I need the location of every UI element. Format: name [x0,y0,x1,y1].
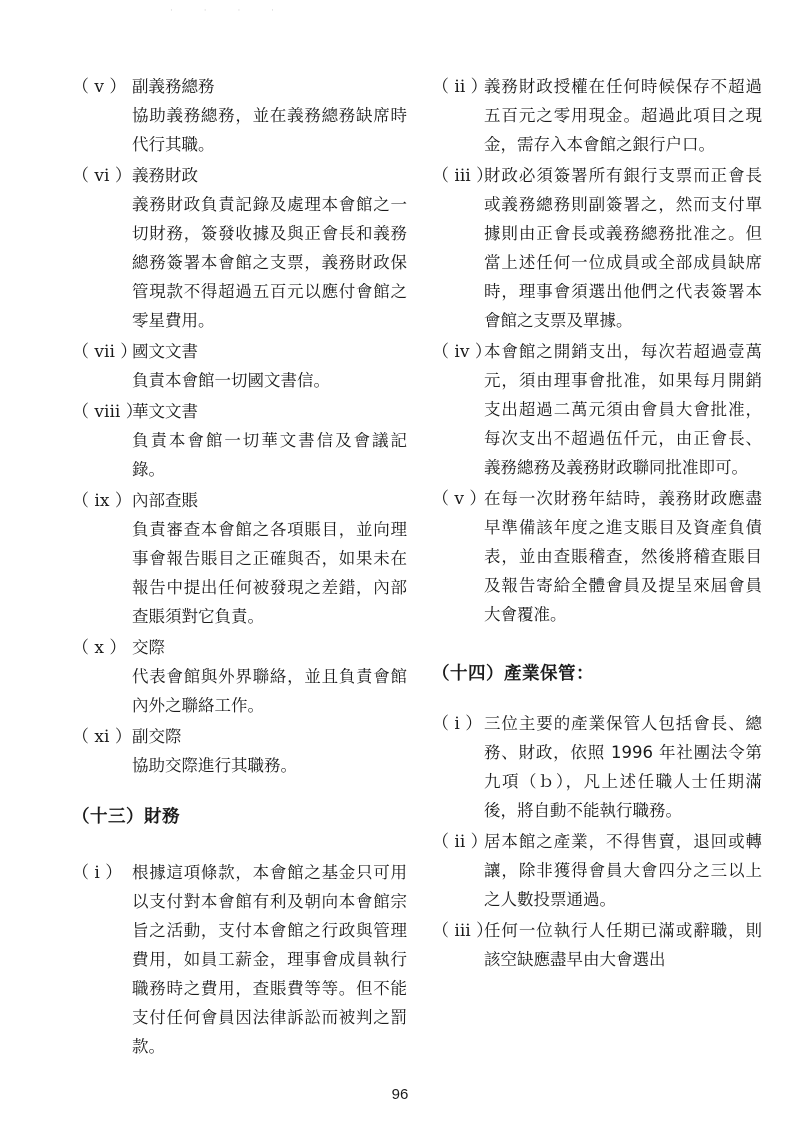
item-text: 在每一次財務年結時，義務財政應盡早準備該年度之進支賬目及資產負債表，並由查賬稽查，然後將稽查賬目及報告寄給全體會員及提呈來屆會員大會覆准。 [484,489,762,624]
list-item [432,827,762,914]
item-number: （ ix ） [72,491,132,511]
item-number: （ vi ） [72,166,132,186]
item-text: 負責審查本會館之各項賬目，並向理事會報告賬目之正確與否，如果未在報告中提出任何被發現之差錯，內部查賬須對它負責。 [132,520,407,626]
item-body [484,337,762,482]
list-item [432,916,762,974]
item-body [132,722,407,780]
item-title: 內部查賬 [132,491,198,510]
item-text: 居本館之產業，不得售賣，退回或轉讓，除非獲得會員大會四分之三以上之人數投票通過。 [484,832,762,909]
item-body [132,486,407,631]
item-number: （ viii ） [72,402,143,422]
item-body [132,161,407,335]
item-text: 代表會館與外界聯絡，並且負責會館內外之聯絡工作。 [132,667,407,715]
item-number: （ iii ） [432,921,494,941]
scan-specks: · · · · [170,6,289,16]
item-text: 義務財政負責記錄及處理本會館之一切財務，簽發收據及與正會長和義務總務簽署本會館之支票，義務財政保管現款不得超過五百元以應付會館之零星費用。 [132,195,407,330]
right-column [432,72,762,976]
list-item [432,484,762,629]
item-text: 本會館之開銷支出，每次若超過壹萬元，須由理事會批准，如果每月開銷支出超過二萬元須由會員大會批准，每次支出不超過伍仟元，由正會長、義務總務及義務財政聯同批准即可。 [484,342,762,477]
item-body [484,484,762,629]
item-number: （ iv ） [432,342,492,362]
item-text: 財政必須簽署所有銀行支票而正會長或義務總務則副簽署之，然而支付單據則由正會長或義務總務批准之。但當上述任何一位成員或全部成員缺席時，理事會須選出他們之代表簽署本會館之支票及單據。 [484,166,762,330]
list-item [72,858,407,1061]
item-number: （ v ） [72,77,127,97]
item-number: （ v ） [432,489,487,509]
item-title: 華文文書 [132,402,198,421]
item-text: 協助交際進行其職務。 [132,756,297,775]
item-title: 交際 [132,638,165,657]
item-number: （ i ） [432,714,483,734]
left-column [72,72,407,1063]
item-title: 副義務總務 [132,77,215,96]
list-item [432,161,762,335]
item-body [484,827,762,914]
item-number: （ i ） [72,863,123,883]
item-title: 義務財政 [132,166,198,185]
list-item [72,72,407,159]
item-body [484,916,762,974]
item-body [132,633,407,720]
item-number: （ ii ） [432,832,488,852]
item-title: 國文文書 [132,342,198,361]
list-item [432,337,762,482]
list-item [72,397,407,484]
item-body [484,72,762,159]
item-number: （ x ） [72,638,127,658]
item-body [132,397,407,484]
item-body [132,337,407,395]
item-text: 負責本會館一切華文書信及會議記錄。 [132,431,407,479]
list-item [432,72,762,159]
list-item [72,486,407,631]
page-number: 96 [391,1086,409,1103]
item-text: 任何一位執行人任期已滿或辭職，則該空缺應盡早由大會選出 [484,921,762,969]
item-body [132,858,407,1061]
item-text: 義務財政授權在任何時候保存不超過五百元之零用現金。超過此項目之現金，需存入本會館之銀行户口。 [484,77,762,154]
item-number: （ ii ） [432,77,488,97]
item-text: 協助義務總務，並在義務總務缺席時代行其職。 [132,106,407,154]
item-title: 副交際 [132,727,182,746]
item-text: 負責本會館一切國文書信。 [132,371,330,390]
list-item [72,722,407,780]
item-number: （ vii ） [72,342,138,362]
section-heading: （十三）財務 [72,807,180,827]
item-body [484,161,762,335]
item-number: （ xi ） [72,727,132,747]
list-item [72,161,407,335]
list-item [72,337,407,395]
section-heading: （十四）產業保管： [432,664,594,684]
item-text: 三位主要的產業保管人包括會長、總務、財政，依照 1996 年社團法令第九項（ｂ），凡上述任職人士任期滿後，將自動不能執行職務。 [484,714,762,820]
item-body [132,72,407,159]
item-body [484,709,762,825]
item-text: 根據這項條款，本會館之基金只可用以支付對本會館有利及朝向本會館宗旨之活動，支付本會館之行政與管理費用，如員工薪金，理事會成員執行職務時之費用，查賬費等等。但不能支付任何會員因法律訴訟而被判之罰款。 [132,863,407,1056]
list-item [432,709,762,825]
item-number: （ iii ） [432,166,494,186]
list-item [72,633,407,720]
